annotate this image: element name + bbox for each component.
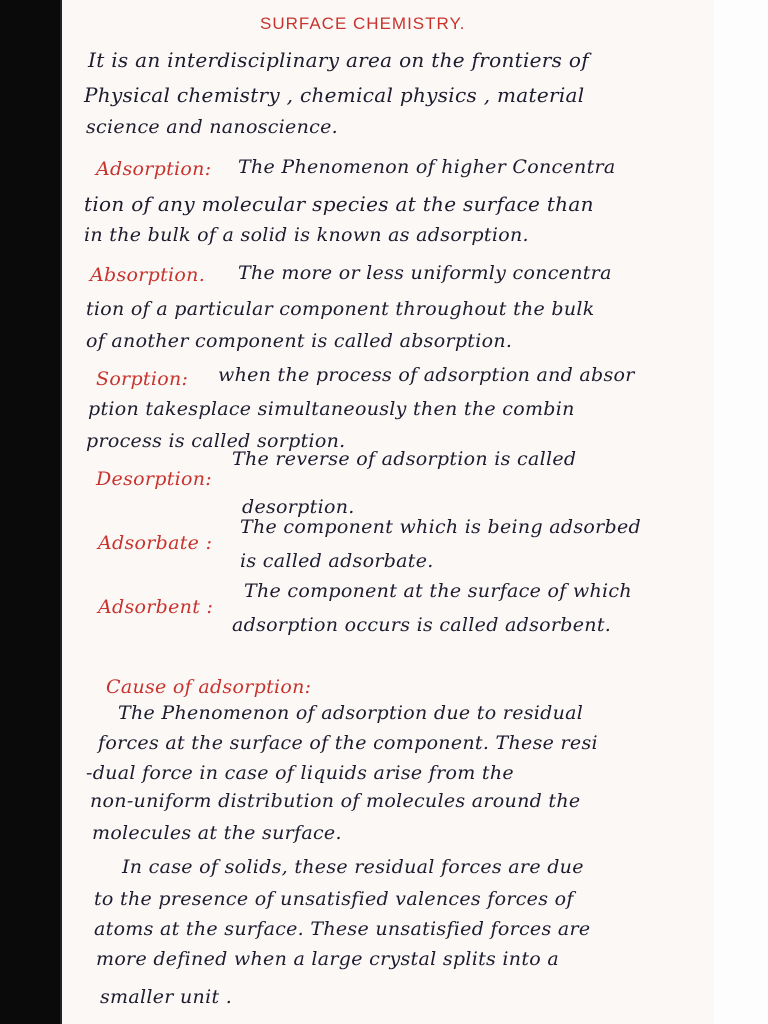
intro-line: science and nanoscience. (86, 116, 338, 138)
page-title: SURFACE CHEMISTRY. (260, 14, 466, 33)
cause-line: -dual force in case of liquids arise from the (86, 762, 514, 784)
definition-line: The component at the surface of which (244, 580, 632, 602)
definition-line: adsorption occurs is called adsorbent. (232, 614, 612, 636)
definition-line: ption takesplace simultaneously then the combin (88, 398, 575, 420)
definition-line: tion of any molecular species at the surface than (84, 192, 594, 216)
cause-line: non-uniform distribution of molecules around the (90, 790, 581, 812)
definition-line: process is called sorption. (86, 430, 346, 452)
cause-line: more defined when a large crystal splits into a (96, 948, 559, 970)
definition-line: The Phenomenon of higher Concentra (238, 156, 616, 178)
definition-line: The component which is being adsorbed (240, 516, 641, 538)
cause-line: smaller unit . (100, 986, 233, 1008)
definition-line: tion of a particular component throughout the bulk (86, 298, 595, 320)
cause-heading: Cause of adsorption: (106, 676, 312, 698)
definition-line: The more or less uniformly concentra (238, 262, 612, 284)
cause-line: atoms at the surface. These unsatisfied forces are (94, 918, 591, 940)
intro-line: It is an interdisciplinary area on the frontiers of (88, 48, 589, 72)
cause-line: to the presence of unsatisfied valences forces of (94, 888, 574, 910)
cause-line: molecules at the surface. (92, 822, 342, 844)
term-adsorption: Adsorption: (96, 158, 212, 180)
background-edge (0, 0, 60, 1024)
term-sorption: Sorption: (96, 368, 189, 390)
cause-line: forces at the surface of the component. These resi (98, 732, 598, 754)
definition-line: desorption. (242, 496, 355, 518)
term-adsorbent: Adsorbent : (98, 596, 214, 618)
term-absorption: Absorption. (90, 264, 206, 286)
term-adsorbate: Adsorbate : (98, 532, 213, 554)
definition-line: in the bulk of a solid is known as adsorption. (84, 224, 529, 246)
definition-line: The reverse of adsorption is called (232, 448, 577, 470)
definition-line: is called adsorbate. (240, 550, 434, 572)
term-desorption: Desorption: (96, 468, 213, 490)
cause-line: The Phenomenon of adsorption due to residual (118, 702, 584, 724)
definition-line: of another component is called absorption. (86, 330, 513, 352)
intro-line: Physical chemistry , chemical physics , material (84, 83, 585, 107)
definition-line: when the process of adsorption and absor (218, 364, 635, 386)
cause-line: In case of solids, these residual forces are due (122, 856, 584, 878)
